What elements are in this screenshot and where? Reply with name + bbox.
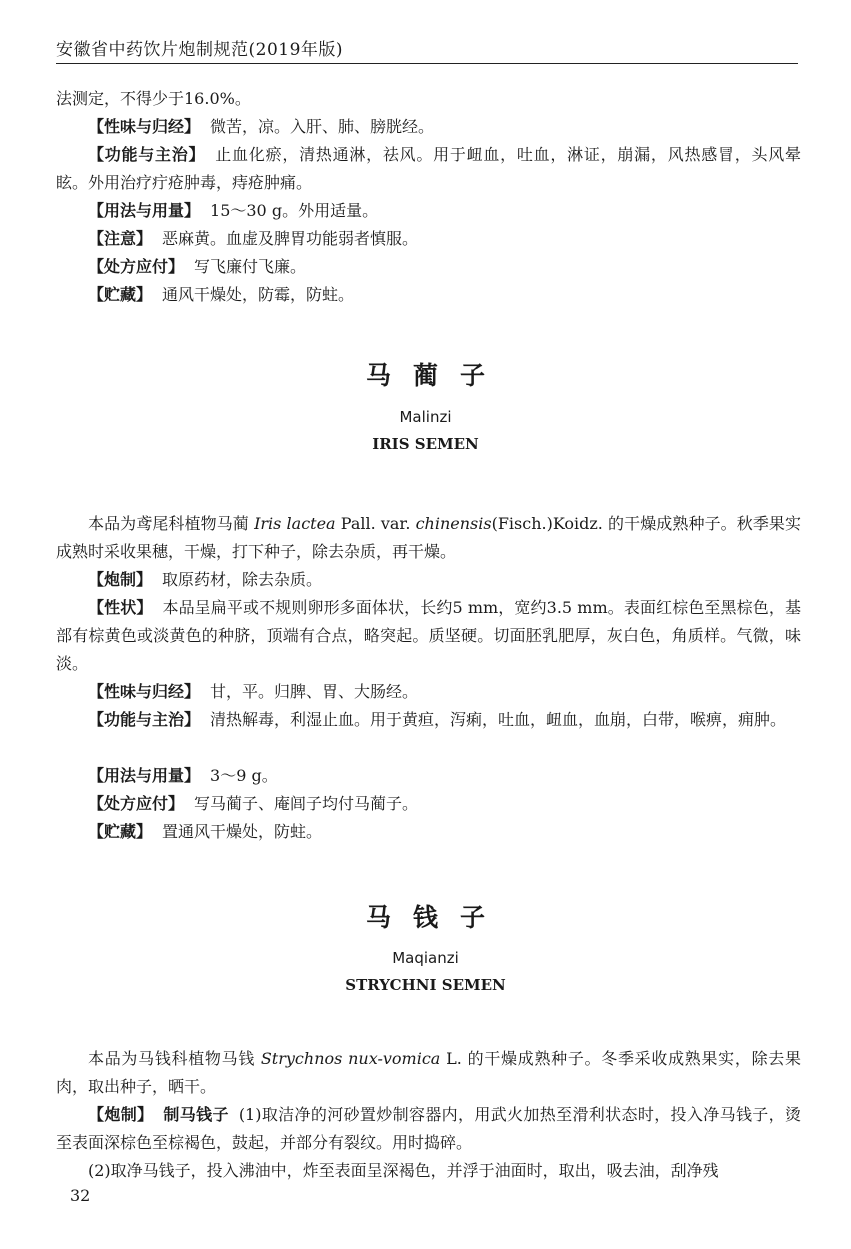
prev-function [56, 141, 801, 197]
s1-prescription [56, 790, 801, 818]
entry-pinyin: Maqianzi [392, 949, 459, 967]
section-text: 写马蔺子、庵闾子均付马蔺子。 [194, 794, 419, 813]
continuation-line: 法测定，不得少于16.0%。 [56, 89, 251, 108]
species-name: Strychnos nux-vomica [260, 1049, 441, 1068]
section-text: 清热解毒，利湿止血。用于黄疸，泻痢，吐血，衄血，血崩，白带，喉痹，痈肿。 [210, 710, 787, 729]
section-tag: 【炮制】 [88, 1105, 154, 1124]
running-header: 安徽省中药饮片炮制规范(2019年版) [56, 40, 344, 60]
s2-processing-method-2: (2)取净马钱子，投入沸油中，炸至表面呈深褐色，并浮于油面时，取出，吸去油，刮净残 [88, 1161, 719, 1180]
entry-latin-name: IRIS SEMEN [372, 435, 479, 453]
section-tag: 【性味与归经】 [88, 682, 201, 701]
section-tag: 【功能与主治】 [88, 145, 206, 164]
entry-title: 马蔺子 [365, 361, 507, 390]
section-text: 本品呈扁平或不规则卵形多面体状，长约5 mm，宽约3.5 mm。表面红棕色至黑棕色，基部有棕黄色或淡黄色的种脐，顶端有合点，略突起。质坚硬。切面胚乳肥厚，灰白色，角质样。气微，味淡。 [56, 598, 801, 673]
subsection-tag: 制马钱子 [163, 1105, 229, 1124]
s1-description [56, 594, 801, 678]
intro-text: Pall. var. [335, 514, 416, 533]
section-text: 15～30 g。外用适量。 [210, 201, 379, 220]
intro-text: (Fisch.)Koidz. 的干燥成熟种子。秋季果实成熟时采收果穗，干燥，打下种子，除去杂质，再干燥。 [56, 514, 802, 561]
s1-nature [56, 678, 801, 706]
section-tag: 【注意】 [88, 229, 153, 248]
prev-storage [56, 281, 801, 309]
section-tag: 【处方应付】 [88, 257, 185, 276]
section-text: 通风干燥处，防霉，防蛀。 [162, 285, 355, 304]
page-number: 32 [70, 1186, 91, 1205]
prev-dosage [56, 197, 801, 225]
section-tag: 【贮藏】 [88, 285, 153, 304]
s1-storage [56, 818, 801, 846]
s1-function [56, 706, 801, 734]
section-text: 置通风干燥处，防蛀。 [162, 822, 323, 841]
variety-name: chinensis [415, 514, 492, 533]
section-text: (1)取洁净的河砂置炒制容器内，用武火加热至滑利状态时，投入净马钱子，烫至表面深棕色至棕褐色，鼓起，并部分有裂纹。用时捣碎。 [56, 1105, 801, 1152]
prev-nature [56, 113, 801, 141]
s1-dosage [56, 762, 801, 790]
intro-text: L. 的干燥成熟种子。冬季采收成熟果实，除去果肉，取出种子，晒干。 [56, 1049, 801, 1096]
section-tag: 【炮制】 [88, 570, 153, 589]
entry-intro [56, 510, 801, 566]
entry-latin-name: STRYCHNI SEMEN [345, 976, 506, 994]
header-rule [56, 63, 798, 64]
section-text: 取原药材，除去杂质。 [162, 570, 323, 589]
section-tag: 【性状】 [88, 598, 153, 617]
s1-processing [56, 566, 801, 594]
section-tag: 【用法与用量】 [88, 766, 201, 785]
section-text: 3～9 g。 [210, 766, 278, 785]
section-text: 恶麻黄。血虚及脾胃功能弱者慎服。 [162, 229, 419, 248]
prev-caution [56, 225, 801, 253]
section-text: 甘，平。归脾、胃、大肠经。 [210, 682, 419, 701]
prev-prescription [56, 253, 801, 281]
section-tag: 【性味与归经】 [88, 117, 201, 136]
entry-title: 马钱子 [365, 903, 507, 932]
section-tag: 【贮藏】 [88, 822, 153, 841]
section-tag: 【用法与用量】 [88, 201, 201, 220]
entry-pinyin: Malinzi [399, 408, 452, 426]
section-tag: 【处方应付】 [88, 794, 185, 813]
s2-processing [56, 1101, 801, 1157]
species-name: Iris lactea [254, 514, 336, 533]
section-tag: 【功能与主治】 [88, 710, 201, 729]
section-text: 止血化瘀，清热通淋，祛风。用于衄血，吐血，淋证，崩漏，风热感冒，头风晕眩。外用治疗疔疮肿毒，痔疮肿痛。 [56, 145, 801, 192]
intro-text: 本品为鸢尾科植物马蔺 [88, 514, 249, 533]
entry-intro [56, 1045, 801, 1101]
section-text: 微苦，凉。入肝、肺、膀胱经。 [210, 117, 435, 136]
section-text: 写飞廉付飞廉。 [194, 257, 307, 276]
intro-text: 本品为马钱科植物马钱 [88, 1049, 256, 1068]
